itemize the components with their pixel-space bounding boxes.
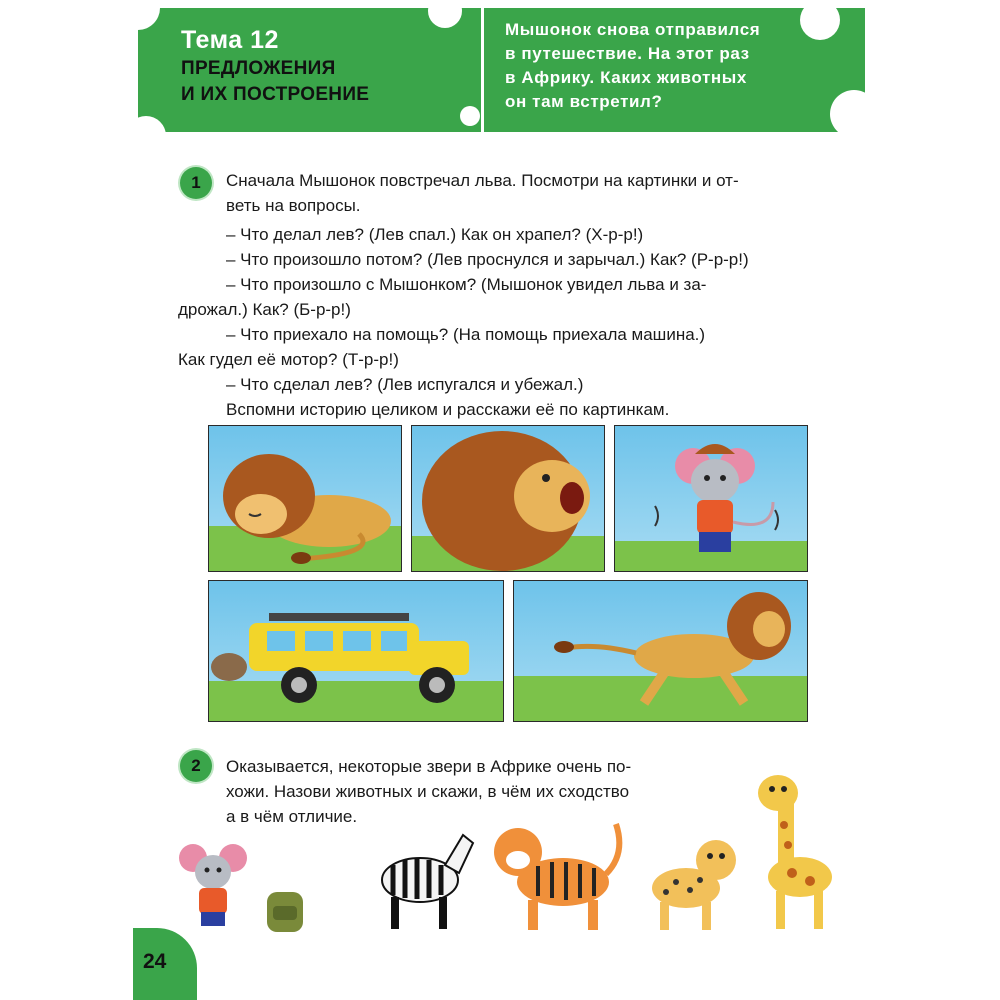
task1-line: – Что сделал лев? (Лев испугался и убежал.) xyxy=(226,375,584,394)
intro-line: он там встретил? xyxy=(505,92,663,111)
mouse-with-backpack-illustration xyxy=(175,840,315,940)
running-lion-illustration xyxy=(514,581,807,721)
heading-line: ПРЕДЛОЖЕНИЯ xyxy=(181,58,336,79)
trembling-mouse-panel xyxy=(614,425,808,572)
giraffe-illustration xyxy=(748,765,843,935)
roaring-lion-panel xyxy=(411,425,605,572)
intro-text xyxy=(505,18,760,114)
task1-line: – Что произошло с Мышонком? (Мышонок увидел льва и за- xyxy=(226,275,707,294)
task1-line: – Что делал лев? (Лев спал.) Как он храпел? (Х-р-р!) xyxy=(226,225,644,244)
page-number: 24 xyxy=(143,950,167,973)
topic-heading xyxy=(181,56,369,108)
roaring-lion-illustration xyxy=(412,426,604,571)
task2-line: Оказывается, некоторые звери в Африке очень по- xyxy=(226,757,632,776)
task1-line: – Что приехало на помощь? (На помощь приехала машина.) xyxy=(226,325,706,344)
task1-line: Вспомни историю целиком и расскажи её по картинкам. xyxy=(226,400,670,419)
banner-divider xyxy=(481,8,484,132)
yellow-jeep-illustration xyxy=(209,581,503,721)
banner-hole xyxy=(830,90,865,132)
running-lion-panel xyxy=(513,580,808,722)
tiger-illustration xyxy=(488,812,628,937)
task1-line: Сначала Мышонок повстречал льва. Посмотри на картинки и от- xyxy=(226,171,739,190)
task2-line: а в чём отличие. xyxy=(226,807,358,826)
zebra-illustration xyxy=(365,815,475,935)
banner-hole xyxy=(138,8,160,30)
task-number-badge: 1 xyxy=(180,167,212,199)
task1-line: – Что произошло потом? (Лев проснулся и зарычал.) Как? (Р-р-р!) xyxy=(226,250,749,269)
task1-line: веть на вопросы. xyxy=(226,196,361,215)
sleeping-lion-illustration xyxy=(209,426,401,571)
heading-line: И ИХ ПОСТРОЕНИЕ xyxy=(181,84,370,105)
task1-line: дрожал.) Как? (Б-р-р!) xyxy=(178,300,351,319)
topic-banner xyxy=(138,8,865,132)
task2-line: хожи. Назови животных и скажи, в чём их сходство xyxy=(226,782,630,801)
trembling-mouse-illustration xyxy=(615,426,807,571)
cheetah-illustration xyxy=(636,830,746,935)
sleeping-lion-panel xyxy=(208,425,402,572)
banner-hole xyxy=(800,8,840,40)
topic-number: Тема 12 xyxy=(181,26,279,54)
yellow-jeep-panel xyxy=(208,580,504,722)
banner-hole xyxy=(460,106,480,126)
task1-line: Как гудел её мотор? (Т-р-р!) xyxy=(178,350,399,369)
banner-hole xyxy=(138,116,166,132)
intro-line: Мышонок снова отправился xyxy=(505,20,761,39)
banner-hole xyxy=(428,8,462,28)
task-number-badge: 2 xyxy=(180,750,212,782)
intro-line: в путешествие. На этот раз xyxy=(505,44,750,63)
intro-line: в Африку. Каких животных xyxy=(505,68,747,87)
